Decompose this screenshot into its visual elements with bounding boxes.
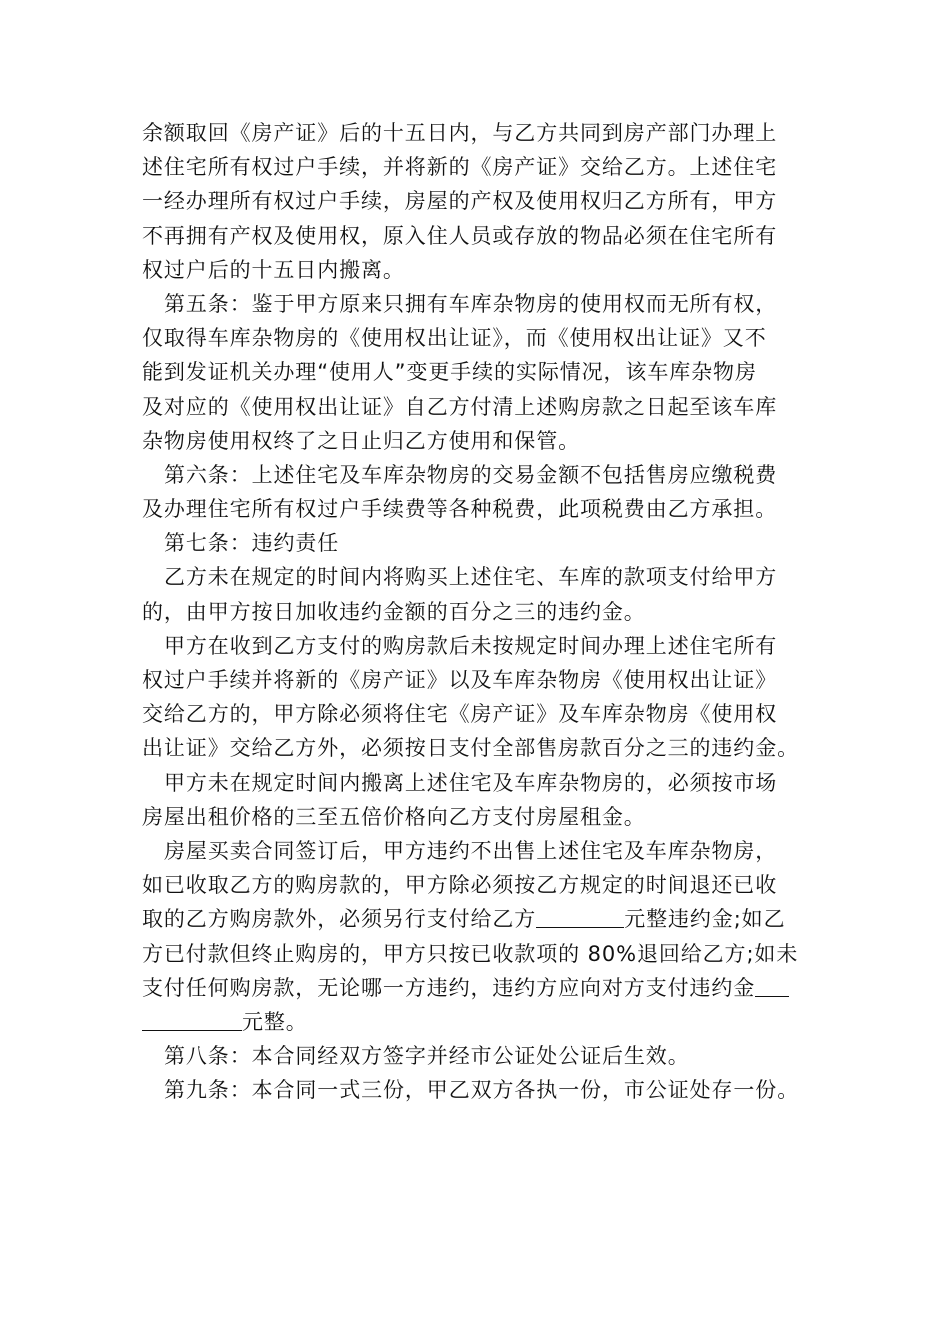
text-line-with-blank <box>142 1005 814 1039</box>
text-line: 权过户后的十五日内搬离。 <box>142 257 405 282</box>
text-line: 不再拥有产权及使用权，原入住人员或存放的物品必须在住宅所有 <box>142 223 778 248</box>
text-line: 权过户手续并将新的《房产证》以及车库杂物房《使用权出让证》 <box>142 668 778 692</box>
text-line-with-blank <box>142 971 814 1005</box>
text-line: 乙方未在规定的时间内将购买上述住宅、车库的款项支付给甲方 <box>164 565 778 590</box>
text-line: 杂物房使用权终了之日止归乙方使用和保管。 <box>142 428 580 453</box>
text-line: 出让证》交给乙方外，必须按日支付全部售房款百分之三的违约金。 <box>142 736 799 761</box>
text-line: 交给乙方的，甲方除必须将住宅《房产证》及车库杂物房《使用权 <box>142 702 778 727</box>
text-line-with-blank <box>142 902 814 936</box>
text-line: 余额取回《房产证》后的十五日内，与乙方共同到房产部门办理上 <box>142 121 778 145</box>
text-segment: 元整。 <box>242 1009 308 1034</box>
text-line: 房屋出租价格的三至五倍价格向乙方支付房屋租金。 <box>142 804 646 829</box>
text-segment: 取的乙方购房款外，必须另行支付给乙方 <box>142 907 537 932</box>
text-line: 一经办理所有权过户手续，房屋的产权及使用权归乙方所有，甲方 <box>142 189 778 214</box>
article-7-title: 第七条：违约责任 <box>164 531 340 556</box>
article-5-heading-line: 第五条：鉴于甲方原来只拥有车库杂物房的使用权而无所有权， <box>164 291 778 316</box>
fill-in-blank <box>755 974 789 997</box>
text-line: 房屋买卖合同签订后，甲方违约不出售上述住宅及车库杂物房， <box>164 838 778 863</box>
text-segment: 元整违约金;如乙 <box>624 907 786 932</box>
text-line: 能到发证机关办理“使用人”变更手续的实际情况，该车库杂物房 <box>142 360 757 385</box>
fill-in-blank <box>536 905 624 928</box>
article-9-line: 第九条：本合同一式三份，甲乙双方各执一份，市公证处存一份。 <box>164 1078 800 1103</box>
text-line: 及办理住宅所有权过户手续费等各种税费，此项税费由乙方承担。 <box>142 497 778 522</box>
text-line: 仅取得车库杂物房的《使用权出让证》，而《使用权出让证》又不 <box>142 326 767 351</box>
contract-body <box>142 116 814 1107</box>
text-line: 的，由甲方按日加收违约金额的百分之三的违约金。 <box>142 599 646 624</box>
text-line: 述住宅所有权过户手续，并将新的《房产证》交给乙方。上述住宅 <box>142 155 778 180</box>
text-line: 如已收取乙方的购房款的，甲方除必须按乙方规定的时间退还已收 <box>142 873 778 898</box>
text-line: 甲方在收到乙方支付的购房款后未按规定时间办理上述住宅所有 <box>164 633 778 658</box>
text-segment: 支付任何购房款，无论哪一方违约，违约方应向对方支付违约金 <box>142 975 756 1000</box>
text-line: 甲方未在规定时间内搬离上述住宅及车库杂物房的，必须按市场 <box>164 770 778 795</box>
article-8-line: 第八条：本合同经双方签字并经市公证处公证后生效。 <box>164 1044 690 1069</box>
text-line: 及对应的《使用权出让证》自乙方付清上述购房款之日起至该车库 <box>142 394 778 419</box>
fill-in-blank <box>142 1008 242 1031</box>
text-line: 方已付款但终止购房的，甲方只按已收款项的 80%退回给乙方;如未 <box>142 941 799 966</box>
article-6-heading-line: 第六条：上述住宅及车库杂物房的交易金额不包括售房应缴税费 <box>164 462 778 487</box>
